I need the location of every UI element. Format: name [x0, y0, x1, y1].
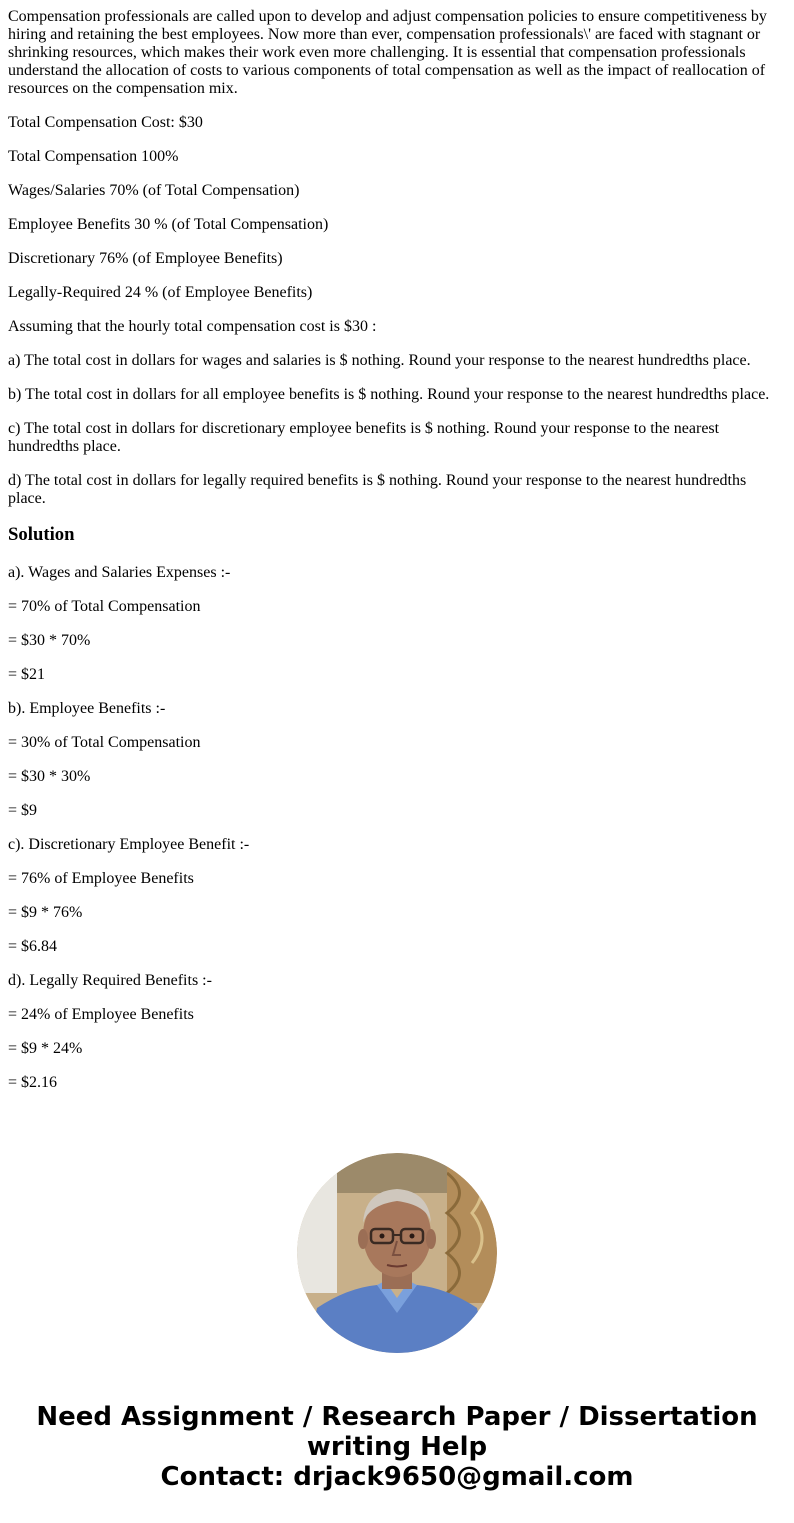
solution-line: c). Discretionary Employee Benefit :-	[8, 836, 250, 853]
solution-line: = 70% of Total Compensation	[8, 598, 201, 615]
question-part-d: d) The total cost in dollars for legally required benefits is $ nothing. Round your response to the nearest hundredths place.	[8, 472, 747, 507]
solution-line: = $9	[8, 802, 38, 819]
contact-footer	[0, 1402, 794, 1492]
solution-line: = $6.84	[8, 938, 58, 955]
question-line: Assuming that the hourly total compensation cost is $30 :	[8, 318, 377, 335]
solution-line: = $30 * 30%	[8, 768, 91, 785]
question-lines	[8, 114, 786, 508]
question-line: Discretionary 76% (of Employee Benefits)	[8, 250, 283, 267]
question-line: Employee Benefits 30 % (of Total Compensation)	[8, 216, 329, 233]
solution-line: = $21	[8, 666, 46, 683]
question-line: Total Compensation 100%	[8, 148, 179, 165]
question-intro: Compensation professionals are called upon to develop and adjust compensation policies to ensure competitiveness by hiring and retaining the best employees. Now more than ever, compensation professionals\' are faced with stagnant or shrinking resources, which makes their work even more challenging. It is essential that compensation professionals understand the allocation of costs to various components of total compensation as well as the impact of reallocation of resources on the compensation mix.	[8, 8, 767, 97]
solution-line: = 24% of Employee Benefits	[8, 1006, 194, 1023]
question-line: Legally-Required 24 % (of Employee Benefits)	[8, 284, 313, 301]
question-part-c: c) The total cost in dollars for discretionary employee benefits is $ nothing. Round your response to the nearest hundredths place.	[8, 420, 720, 455]
question-part-b: b) The total cost in dollars for all employee benefits is $ nothing. Round your response to the nearest hundredths place.	[8, 386, 770, 403]
question-line: Total Compensation Cost: $30	[8, 114, 203, 131]
solution-line: d). Legally Required Benefits :-	[8, 972, 212, 989]
footer-line-2: writing Help	[306, 1432, 488, 1462]
solution-line: b). Employee Benefits :-	[8, 700, 166, 717]
question-part-a: a) The total cost in dollars for wages and salaries is $ nothing. Round your response to the nearest hundredths place.	[8, 352, 751, 369]
solution-line: = $9 * 76%	[8, 904, 83, 921]
solution-line: = $30 * 70%	[8, 632, 91, 649]
author-avatar	[297, 1153, 497, 1353]
solution-line: = $9 * 24%	[8, 1040, 83, 1057]
solution-line: a). Wages and Salaries Expenses :-	[8, 564, 231, 581]
solution-line: = 30% of Total Compensation	[8, 734, 201, 751]
solution-heading: Solution	[8, 524, 75, 545]
solution-lines	[8, 564, 786, 1092]
footer-contact: Contact: drjack9650@gmail.com	[160, 1462, 634, 1492]
solution-line: = 76% of Employee Benefits	[8, 870, 194, 887]
solution-line: = $2.16	[8, 1074, 58, 1091]
question-line: Wages/Salaries 70% (of Total Compensation)	[8, 182, 300, 199]
author-portrait-image	[297, 1153, 497, 1353]
document-content	[8, 8, 786, 1108]
footer-line-1: Need Assignment / Research Paper / Dissertation	[36, 1402, 758, 1432]
